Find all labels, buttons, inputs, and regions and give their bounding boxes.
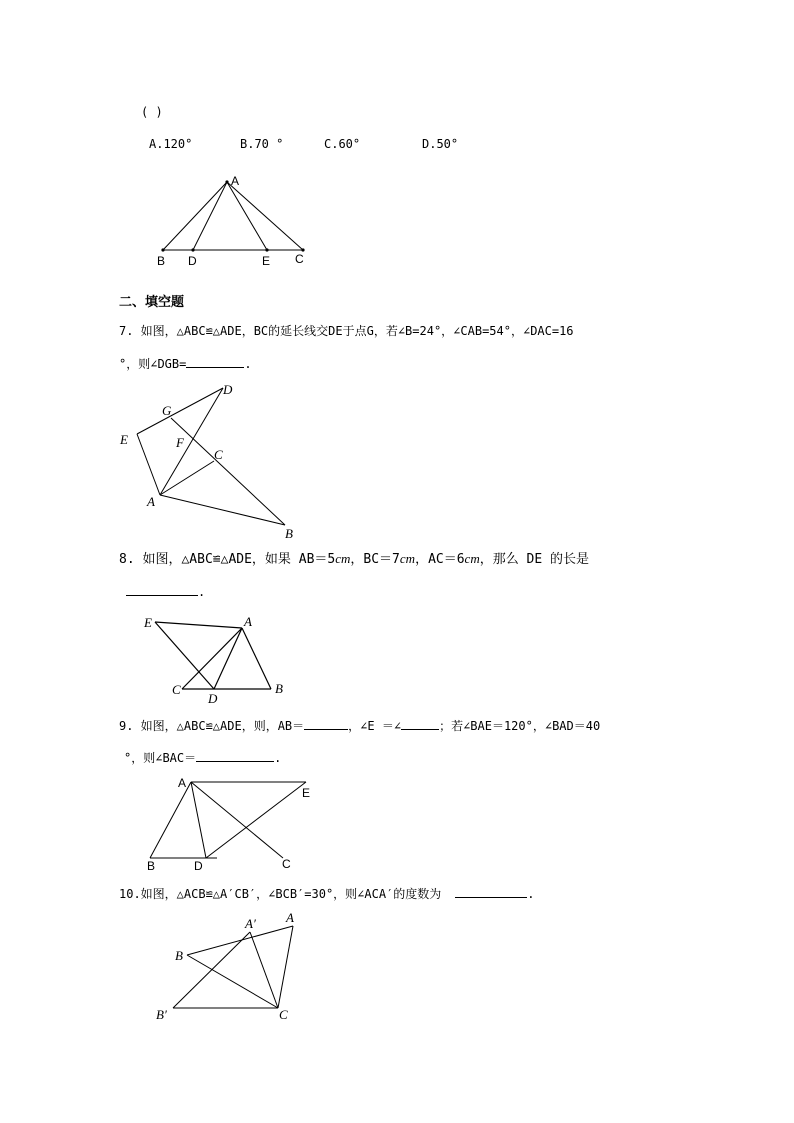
vertex-label-e: E — [302, 786, 311, 800]
vertex-label-c: C — [172, 682, 181, 697]
vertex-label-b: B — [285, 526, 293, 541]
vertex-label-c: C — [214, 447, 223, 462]
q10-text — [119, 885, 535, 902]
q9-text-line1 — [119, 717, 600, 734]
q7-answer-blank — [186, 355, 244, 368]
q9-line2-text: °，则∠BAC＝ — [124, 751, 197, 765]
vertex-label-c: C — [295, 252, 304, 266]
q10-part1: 10.如图，△ACB≌△A′CB′，∠BCB′=30°，则∠ACA′的度数为 — [119, 887, 442, 901]
vertex-label-a-prime: A′ — [245, 916, 256, 931]
q8-period: . — [198, 585, 206, 599]
option-a: A.120° — [149, 137, 193, 151]
vertex-label-a: A — [286, 910, 294, 925]
vertex-label-a: A — [231, 174, 240, 188]
vertex-label-b: B — [147, 859, 156, 873]
vertex-label-d: D — [188, 254, 197, 268]
vertex-label-d: D — [223, 382, 233, 397]
q10-period: . — [527, 887, 535, 901]
section-title: 二、填空题 — [119, 295, 185, 310]
vertex-label-a: A — [244, 614, 252, 629]
q10-figure — [150, 910, 310, 1028]
vertex-label-b: B — [275, 681, 283, 696]
option-b: B.70 ° — [240, 137, 284, 151]
q8-text-line1 — [119, 551, 589, 568]
vertex-label-d: D — [208, 691, 218, 706]
q6-figure — [150, 170, 320, 270]
q8-text-line2 — [126, 583, 205, 600]
q8-figure — [140, 610, 290, 706]
q8-part1: 8. 如图，△ABC≌△ADE，如果 AB＝5 — [119, 552, 336, 567]
vertex-label-g: G — [162, 403, 172, 418]
q8-part4: ，那么 DE 的长是 — [479, 552, 590, 567]
q8-part2: ，BC＝7 — [350, 552, 400, 567]
option-d: D.50° — [422, 137, 459, 151]
q9-part2: ，∠E ＝∠ — [348, 719, 402, 733]
vertex-label-e: E — [144, 615, 152, 630]
answer-parentheses: ( ) — [141, 105, 163, 119]
vertex-label-a: A — [147, 494, 155, 509]
vertex-label-f: F — [176, 435, 184, 450]
vertex-label-c: C — [282, 857, 291, 871]
q9-blank-bac — [196, 749, 274, 762]
vertex-label-d: D — [194, 859, 203, 873]
q8-part3: ，AC＝6 — [415, 552, 465, 567]
q9-blank-angle — [401, 717, 439, 730]
unit-cm: cm — [399, 551, 416, 566]
vertex-label-a: A — [178, 776, 187, 790]
q9-figure — [143, 775, 323, 873]
q9-part1: 9. 如图，△ABC≌△ADE，则，AB＝ — [119, 719, 305, 733]
q7-text-line1: 7. 如图，△ABC≌△ADE，BC的延长线交DE于点G，若∠B=24°，∠CAB=54°，∠DAC=16 — [119, 324, 574, 338]
q9-text-line2 — [124, 749, 281, 766]
unit-cm: cm — [464, 551, 480, 566]
q9-blank-ab — [304, 717, 348, 730]
q9-part3: ；若∠BAE＝120°，∠BAD＝40 — [439, 719, 601, 733]
q7-figure — [115, 380, 305, 542]
q9-period: . — [274, 751, 282, 765]
unit-cm: cm — [335, 551, 351, 566]
vertex-label-b: B — [175, 948, 183, 963]
q7-text-line2 — [119, 355, 252, 372]
option-c: C.60° — [324, 137, 361, 151]
vertex-label-e: E — [120, 432, 128, 447]
q10-answer-blank — [455, 885, 527, 898]
vertex-label-b-prime: B′ — [156, 1007, 167, 1022]
vertex-label-c: C — [279, 1007, 288, 1022]
q7-line2-text: °，则∠DGB= — [119, 357, 187, 371]
vertex-label-b: B — [157, 254, 166, 268]
q8-answer-blank — [126, 583, 198, 596]
vertex-label-e: E — [262, 254, 271, 268]
q7-period: . — [244, 357, 252, 371]
